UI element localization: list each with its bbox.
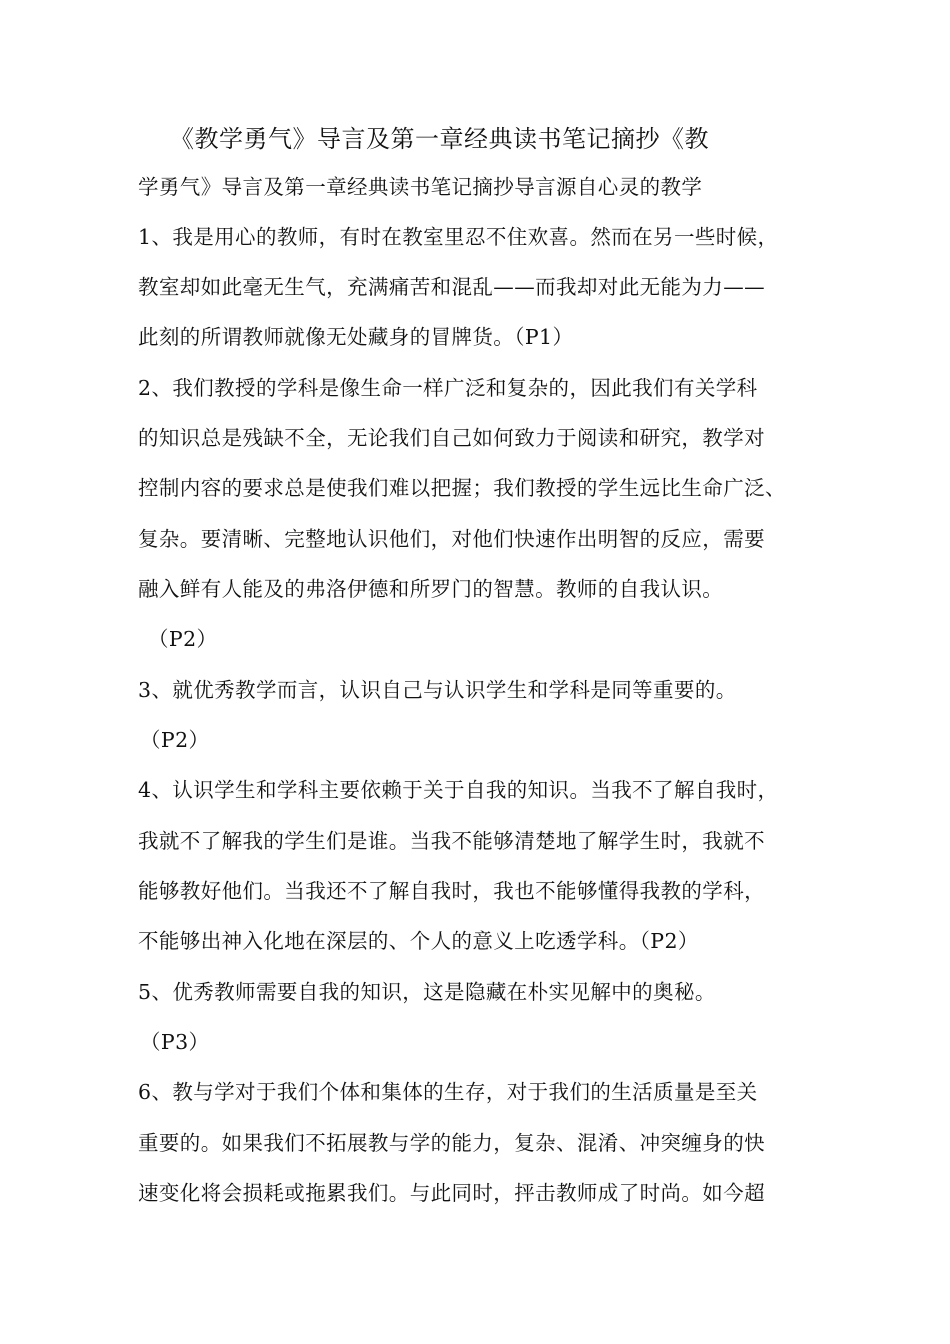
- item-3-line-1: 3、就优秀教学而言，认识自己与认识学生和学科是同等重要的。: [138, 678, 737, 702]
- item-2-page-ref: （P2）: [148, 627, 218, 651]
- title-line-1: 《教学勇气》导言及第一章经典读书笔记摘抄《教: [170, 125, 709, 153]
- item-1-line-3: 此刻的所谓教师就像无处藏身的冒牌货。（P1）: [138, 325, 574, 349]
- title-line-2: 学勇气》导言及第一章经典读书笔记摘抄导言源自心灵的教学: [138, 175, 703, 199]
- item-1-line-1: 1、我是用心的教师，有时在教室里忍不住欢喜。然而在另一些时候，: [138, 225, 779, 249]
- item-2-line-3: 控制内容的要求总是使我们难以把握；我们教授的学生远比生命广泛、: [138, 476, 786, 500]
- item-5-line-1: 5、优秀教师需要自我的知识，这是隐藏在朴实见解中的奥秘。: [138, 980, 716, 1004]
- item-4-line-4: 不能够出神入化地在深层的、个人的意义上吃透学科。（P2）: [138, 929, 699, 953]
- item-2-line-4: 复杂。要清晰、完整地认识他们，对他们快速作出明智的反应，需要: [138, 527, 765, 551]
- item-6-line-2: 重要的。如果我们不拓展教与学的能力，复杂、混淆、冲突缠身的快: [138, 1131, 765, 1155]
- item-6-line-3: 速变化将会损耗或拖累我们。与此同时，抨击教师成了时尚。如今超: [138, 1181, 765, 1205]
- item-4-line-1: 4、认识学生和学科主要依赖于关于自我的知识。当我不了解自我时，: [138, 778, 779, 802]
- item-3-page-ref: （P2）: [140, 728, 210, 752]
- item-6-line-1: 6、教与学对于我们个体和集体的生存，对于我们的生活质量是至关: [138, 1080, 758, 1104]
- item-4-line-2: 我就不了解我的学生们是谁。当我不能够清楚地了解学生时，我就不: [138, 829, 765, 853]
- item-2-line-2: 的知识总是残缺不全，无论我们自己如何致力于阅读和研究，教学对: [138, 426, 765, 450]
- item-4-line-3: 能够教好他们。当我还不了解自我时，我也不能够懂得我教的学科，: [138, 879, 765, 903]
- item-5-page-ref: （P3）: [140, 1030, 210, 1054]
- item-2-line-1: 2、我们教授的学科是像生命一样广泛和复杂的，因此我们有关学科: [138, 376, 758, 400]
- item-2-line-5: 融入鲜有人能及的弗洛伊德和所罗门的智慧。教师的自我认识。: [138, 577, 724, 601]
- item-1-line-2: 教室却如此毫无生气，充满痛苦和混乱——而我却对此无能为力——: [138, 275, 765, 299]
